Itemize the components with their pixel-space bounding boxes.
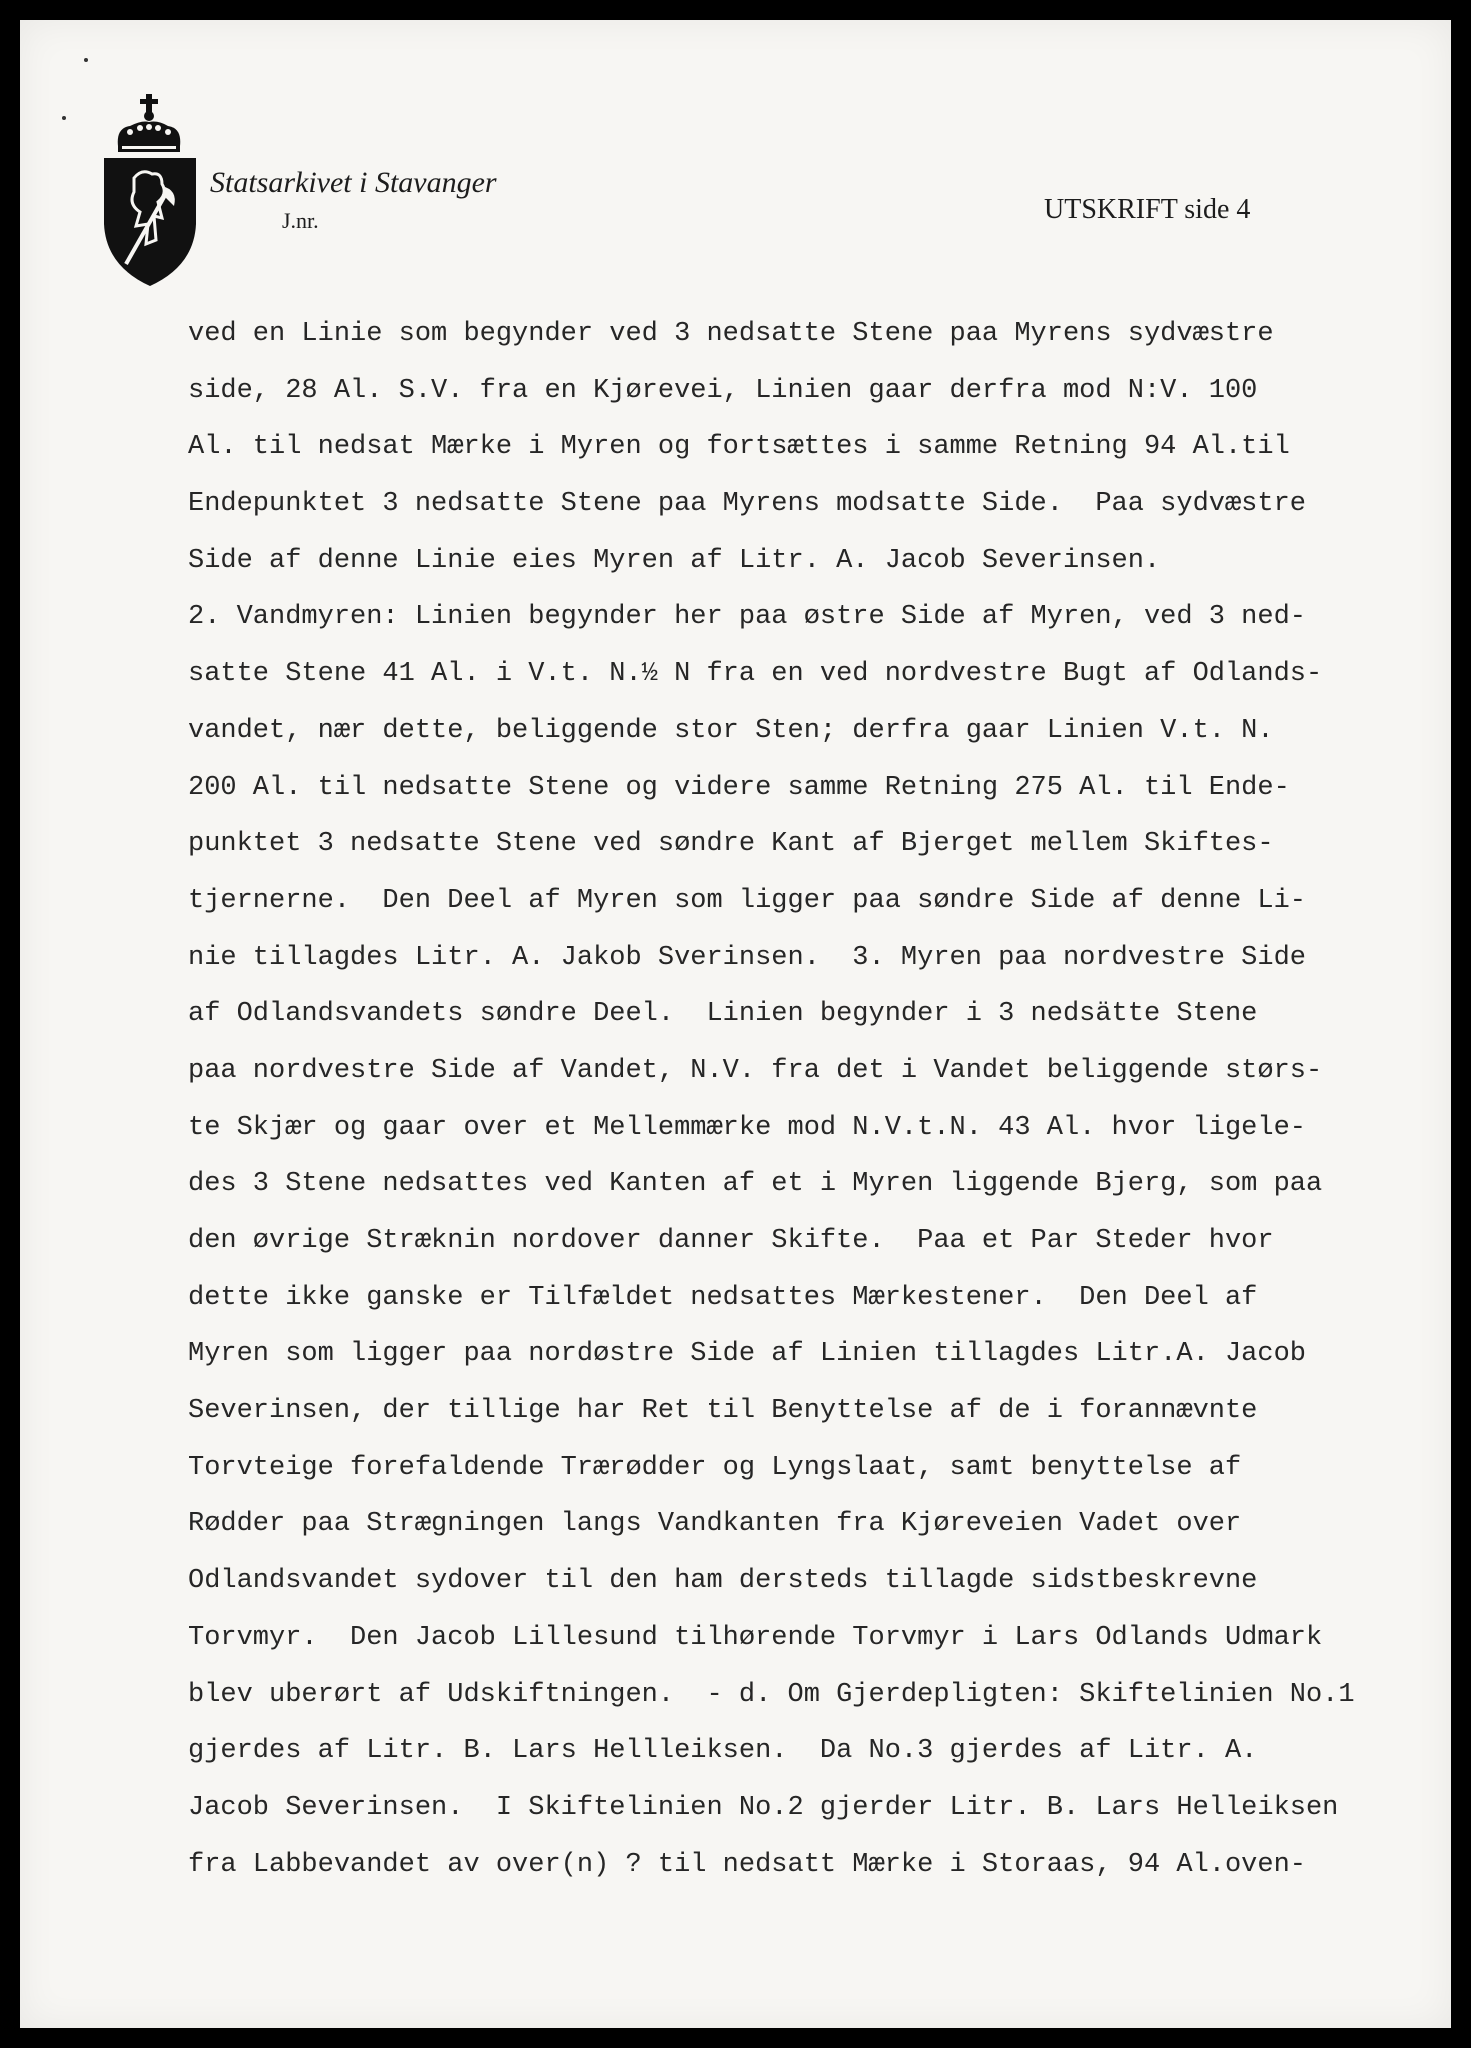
- body-line: Jacob Severinsen. I Skiftelinien No.2 gjerder Litr. B. Lars Helleiksen: [188, 1792, 1339, 1823]
- body-line: side, 28 Al. S.V. fra en Kjørevei, Linien gaar derfra mod N:V. 100: [188, 375, 1258, 406]
- body-line: Severinsen, der tillige har Ret til Benyttelse af de i forannævnte: [188, 1396, 1258, 1427]
- body-line: nie tillagdes Litr. A. Jakob Sverinsen. 3. Myren paa nordvestre Side: [188, 942, 1306, 973]
- body-line: punktet 3 nedsatte Stene ved søndre Kant af Bjerget mellem Skiftes-: [188, 829, 1274, 860]
- body-line: blev uberørt af Udskiftningen. - d. Om Gjerdepligten: Skiftelinien No.1: [188, 1679, 1355, 1710]
- body-line: tjernerne. Den Deel af Myren som ligger paa søndre Side af denne Li-: [188, 885, 1306, 916]
- page-label: UTSKRIFT side 4: [1044, 194, 1251, 225]
- norwegian-coat-of-arms-icon: [96, 94, 204, 288]
- body-line: Torvteige forefaldende Trærødder og Lyngslaat, samt benyttelse af: [188, 1452, 1242, 1483]
- body-line: satte Stene 41 Al. i V.t. N.½ N fra en ved nordvestre Bugt af Odlands-: [188, 659, 1323, 690]
- document-page: [20, 20, 1451, 2028]
- body-line: Odlandsvandet sydover til den ham dersteds tillagde sidstbeskrevne: [188, 1566, 1258, 1597]
- body-line: vandet, nær dette, beliggende stor Sten; derfra gaar Linien V.t. N.: [188, 715, 1274, 746]
- journal-number-label: J.nr.: [282, 208, 319, 233]
- body-line: gjerdes af Litr. B. Lars Hellleiksen. Da No.3 gjerdes af Litr. A.: [188, 1736, 1258, 1767]
- document-body: [188, 306, 1428, 1893]
- scan-speck: [84, 58, 88, 62]
- body-line: des 3 Stene nedsattes ved Kanten af et i Myren liggende Bjerg, som paa: [188, 1169, 1323, 1200]
- body-line: den øvrige Stræknin nordover danner Skifte. Paa et Par Steder hvor: [188, 1226, 1274, 1256]
- body-line: Torvmyr. Den Jacob Lillesund tilhørende Torvmyr i Lars Odlands Udmark: [188, 1622, 1323, 1653]
- body-line: 2. Vandmyren: Linien begynder her paa østre Side af Myren, ved 3 ned-: [188, 602, 1306, 633]
- body-line: te Skjær og gaar over et Mellemmærke mod N.V.t.N. 43 Al. hvor ligele-: [188, 1112, 1306, 1143]
- body-line: 200 Al. til nedsatte Stene og videre samme Retning 275 Al. til Ende-: [188, 772, 1290, 803]
- body-line: af Odlandsvandets søndre Deel. Linien begynder i 3 nedsätte Stene: [188, 999, 1258, 1030]
- body-line: fra Labbevandet av over(n) ? til nedsatt Mærke i Storaas, 94 Al.oven-: [188, 1849, 1306, 1880]
- body-line: Side af denne Linie eies Myren af Litr. A. Jacob Severinsen.: [188, 545, 1161, 576]
- body-line: Al. til nedsat Mærke i Myren og fortsættes i samme Retning 94 Al.til: [188, 432, 1290, 463]
- body-line: paa nordvestre Side af Vandet, N.V. fra det i Vandet beliggende størs-: [188, 1055, 1323, 1086]
- body-line: dette ikke ganske er Tilfældet nedsattes Mærkestener. Den Deel af: [188, 1282, 1258, 1313]
- body-line: Myren som ligger paa nordøstre Side af Linien tillagdes Litr.A. Jacob: [188, 1339, 1306, 1370]
- body-line: Endepunktet 3 nedsatte Stene paa Myrens modsatte Side. Paa sydvæstre: [188, 489, 1306, 520]
- body-line: Rødder paa Strægningen langs Vandkanten fra Kjøreveien Vadet over: [188, 1509, 1242, 1540]
- scan-speck: [62, 116, 66, 120]
- body-line: ved en Linie som begynder ved 3 nedsatte Stene paa Myrens sydvæstre: [188, 319, 1274, 349]
- institution-name: Statsarkivet i Stavanger: [210, 166, 497, 199]
